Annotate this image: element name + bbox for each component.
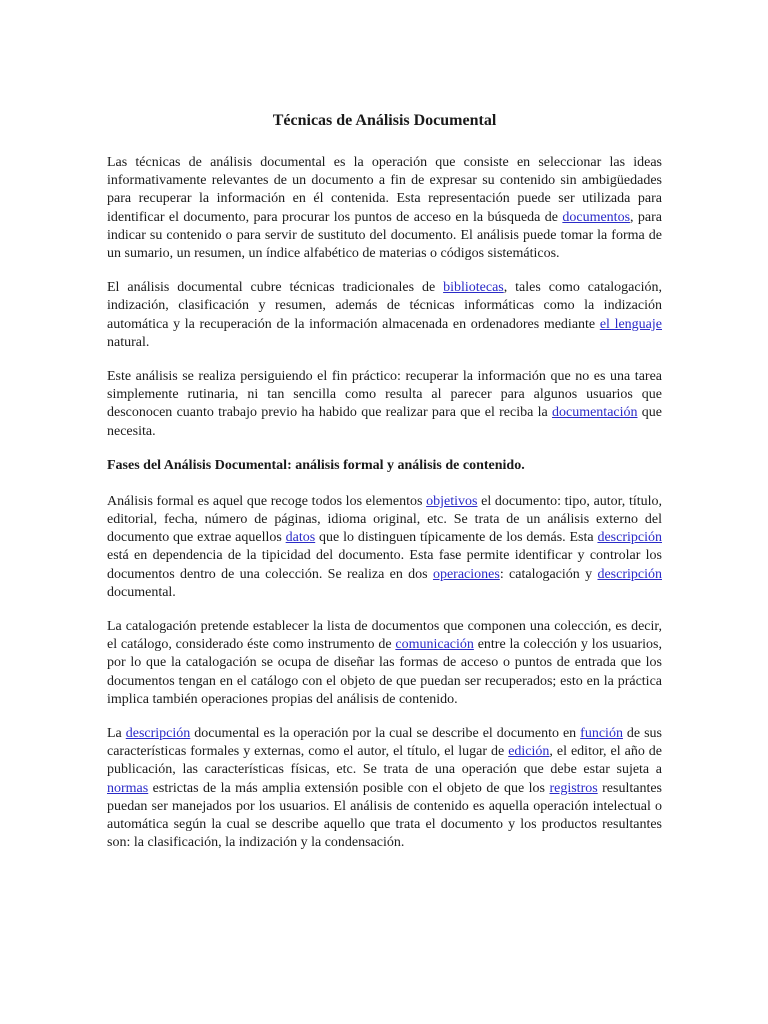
text-segment: documental es la operación por la cual se describe el documento en: [190, 726, 581, 742]
text-segment: documental.: [107, 584, 176, 600]
text-segment: Las técnicas de análisis documental es la operación que consiste en seleccionar las ideas informativamente relevantes de un documento a fin de expresar su contenido sin ambigüedades para recuperar la información en él contenida. Esta representación puede ser utilizada para identificar el documento, para procurar los puntos de acceso en la búsqueda de: [107, 155, 662, 225]
link-documentacion[interactable]: documentación: [551, 405, 638, 421]
link-edicion[interactable]: edición: [508, 744, 550, 760]
link-descripcion[interactable]: descripción: [597, 566, 662, 582]
link-documentos[interactable]: documentos: [562, 209, 631, 225]
link-el-lenguaje[interactable]: el lenguaje: [599, 316, 662, 332]
link-normas[interactable]: normas: [107, 780, 149, 796]
link-descripcion[interactable]: descripción: [125, 726, 191, 742]
text-segment: está en dependencia de la tipicidad del documento. Esta fase permite identificar y controlar los documentos dentro de una colección. Se realiza en dos: [107, 548, 662, 582]
link-operaciones[interactable]: operaciones: [432, 566, 500, 582]
text-segment: Este análisis se realiza persiguiendo el fin práctico: recuperar la información que no es una tarea simplemente rutinaria, ni tan sencilla como resulta al parecer para algunos usuarios que desconocen cuanto trabajo previo ha habido que realizar para que el reciba la: [107, 369, 662, 421]
paragraph-purpose: [107, 368, 662, 441]
link-objetivos[interactable]: objetivos: [426, 493, 478, 509]
text-segment: resultantes puedan ser manejados por los usuarios. El análisis de contenido es aquella operación intelectual o automática según la cual se describe aquello que trata el documento y los productos resultantes son: la clasificación, la indización y la condensación.: [107, 780, 663, 851]
paragraph-cataloguing: [107, 618, 662, 709]
link-descripcion[interactable]: descripción: [597, 530, 662, 546]
document-title: Técnicas de Análisis Documental: [272, 112, 497, 129]
text-segment: entre la colección y los usuarios, por lo que la catalogación se ocupa de diseñar las formas de acceso o puntos de entrada que los documentos tengan en el catálogo con el objeto de que puedan ser recuperados; esto en la práctica implica también operaciones propias del análisis de contenido.: [107, 637, 663, 707]
link-datos[interactable]: datos: [285, 530, 316, 546]
text-segment: La catalogación pretende establecer la lista de documentos que componen una colección, es decir, el catálogo, considerado éste como instrumento de: [107, 619, 662, 653]
text-segment: : catalogación y: [499, 566, 598, 582]
link-funcion[interactable]: función: [580, 726, 623, 742]
paragraph-intro: [107, 154, 662, 263]
text-segment: estrictas de la más amplia extensión posible con el objeto de que los: [148, 780, 550, 796]
text-segment: de sus características formales y externas, como el autor, el título, el lugar de: [107, 726, 663, 760]
paragraph-coverage: [107, 279, 662, 352]
link-bibliotecas[interactable]: bibliotecas: [443, 280, 504, 296]
link-registros[interactable]: registros: [549, 780, 598, 796]
text-segment: , tales como catalogación, indización, clasificación y resumen, además de técnicas informáticas como la indización automática y la recuperación de la información almacenada en ordenadores mediante: [107, 280, 663, 332]
document-page: [107, 110, 662, 869]
section-heading: Fases del Análisis Documental: análisis formal y análisis de contenido.: [107, 457, 525, 473]
text-segment: el documento: tipo, autor, título, editorial, fecha, número de páginas, idioma original, etc. Se trata de un análisis externo del documento que extrae aquellos: [107, 493, 663, 546]
text-segment: Análisis formal es aquel que recoge todos los elementos: [107, 493, 427, 509]
text-segment: natural.: [107, 334, 150, 350]
link-comunicacion[interactable]: comunicación: [395, 637, 474, 653]
text-segment: , el editor, el año de publicación, las características físicas, etc. Se trata de una operación que debe estar sujeta a: [107, 744, 662, 778]
text-segment: La: [107, 726, 126, 742]
paragraph-formal-analysis: [107, 493, 662, 602]
text-segment: que necesita.: [107, 405, 663, 439]
text-segment: El análisis documental cubre técnicas tradicionales de: [107, 280, 444, 296]
text-segment: , para indicar su contenido o para servir de sustituto del documento. El análisis puede tomar la forma de un sumario, un resumen, un índice alfabético de materias o códigos sistemáticos.: [107, 209, 662, 262]
text-segment: que lo distinguen típicamente de los demás. Esta: [315, 530, 598, 546]
paragraph-description: [107, 725, 662, 852]
